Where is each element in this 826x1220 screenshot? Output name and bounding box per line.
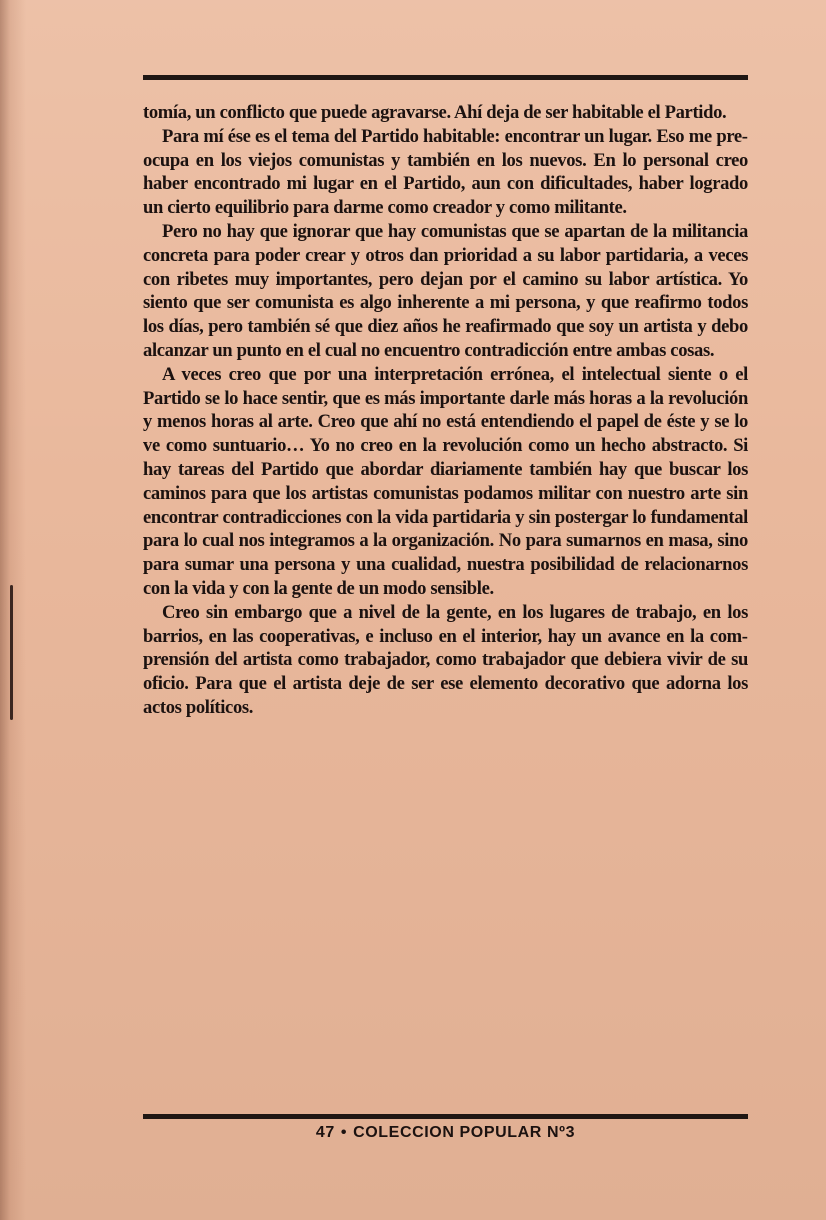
page-footer — [143, 1124, 748, 1142]
paragraph: Creo sin embargo que a nivel de la gente, en los lugares de trabajo, en los barrios, en las cooperativas, e incluso en el interior, hay un avance en la comprensión del artista como trabajador, como trabajador que debiera vivir de su oficio. Para que el artista deje de ser ese elemento decorativo que adorna los actos políticos. — [143, 601, 748, 718]
paragraph: A veces creo que por una interpretación errónea, el intelectual siente o el Partido se lo hace sentir, que es más importante darle más horas a la revolución y menos horas al arte. Creo que ahí no está entendiendo el papel de éste y se lo ve como suntuario… Yo no creo en la revolución como un hecho abstracto. Si hay tareas del Partido que abordar diariamente también hay que buscar los caminos para que los artistas comunistas podamos militar con nuestro arte sin encontrar contradicciones con la vida partidaria y sin postergar lo fundamental para lo cual nos integramos a la organización. No para sumarnos en masa, sino para sumar una persona y una cualidad, nuestra posibilidad de relacionarnos con la vida y con la gente de un modo sensible. — [143, 363, 748, 599]
footer-separator: • — [340, 1124, 348, 1141]
binding-edge-mark — [10, 585, 13, 720]
collection-title: COLECCION POPULAR Nº3 — [353, 1124, 576, 1141]
page-number: 47 — [315, 1124, 335, 1141]
header-rule — [143, 75, 748, 80]
paragraph: Pero no hay que ignorar que hay comunistas que se apartan de la militancia concreta para poder crear y otros dan prioridad a su labor partidaria, a veces con ribetes muy importantes, pero dejan por el camino su labor artística. Yo siento que ser comunista es algo inherente a mi persona, y que reafirmo todos los días, pero también sé que diez años he reafirmado que soy un artista y debo alcanzar un punto en el cual no encuentro contradicción entre ambas cosas. — [143, 220, 748, 361]
paragraph: Para mí ése es el tema del Partido habitable: encontrar un lugar. Eso me preocupa en los viejos comunistas y también en los nuevos. En lo personal creo haber encontrado mi lugar en el Partido, aun con dificultades, haber logrado un cierto equilibrio para darme como creador y como militante. — [143, 125, 748, 219]
footer-rule — [143, 1114, 748, 1119]
paragraph-continuation: tomía, un conflicto que puede agravarse. Ahí deja de ser habitable el Partido. — [143, 102, 727, 123]
body-text — [143, 101, 748, 720]
